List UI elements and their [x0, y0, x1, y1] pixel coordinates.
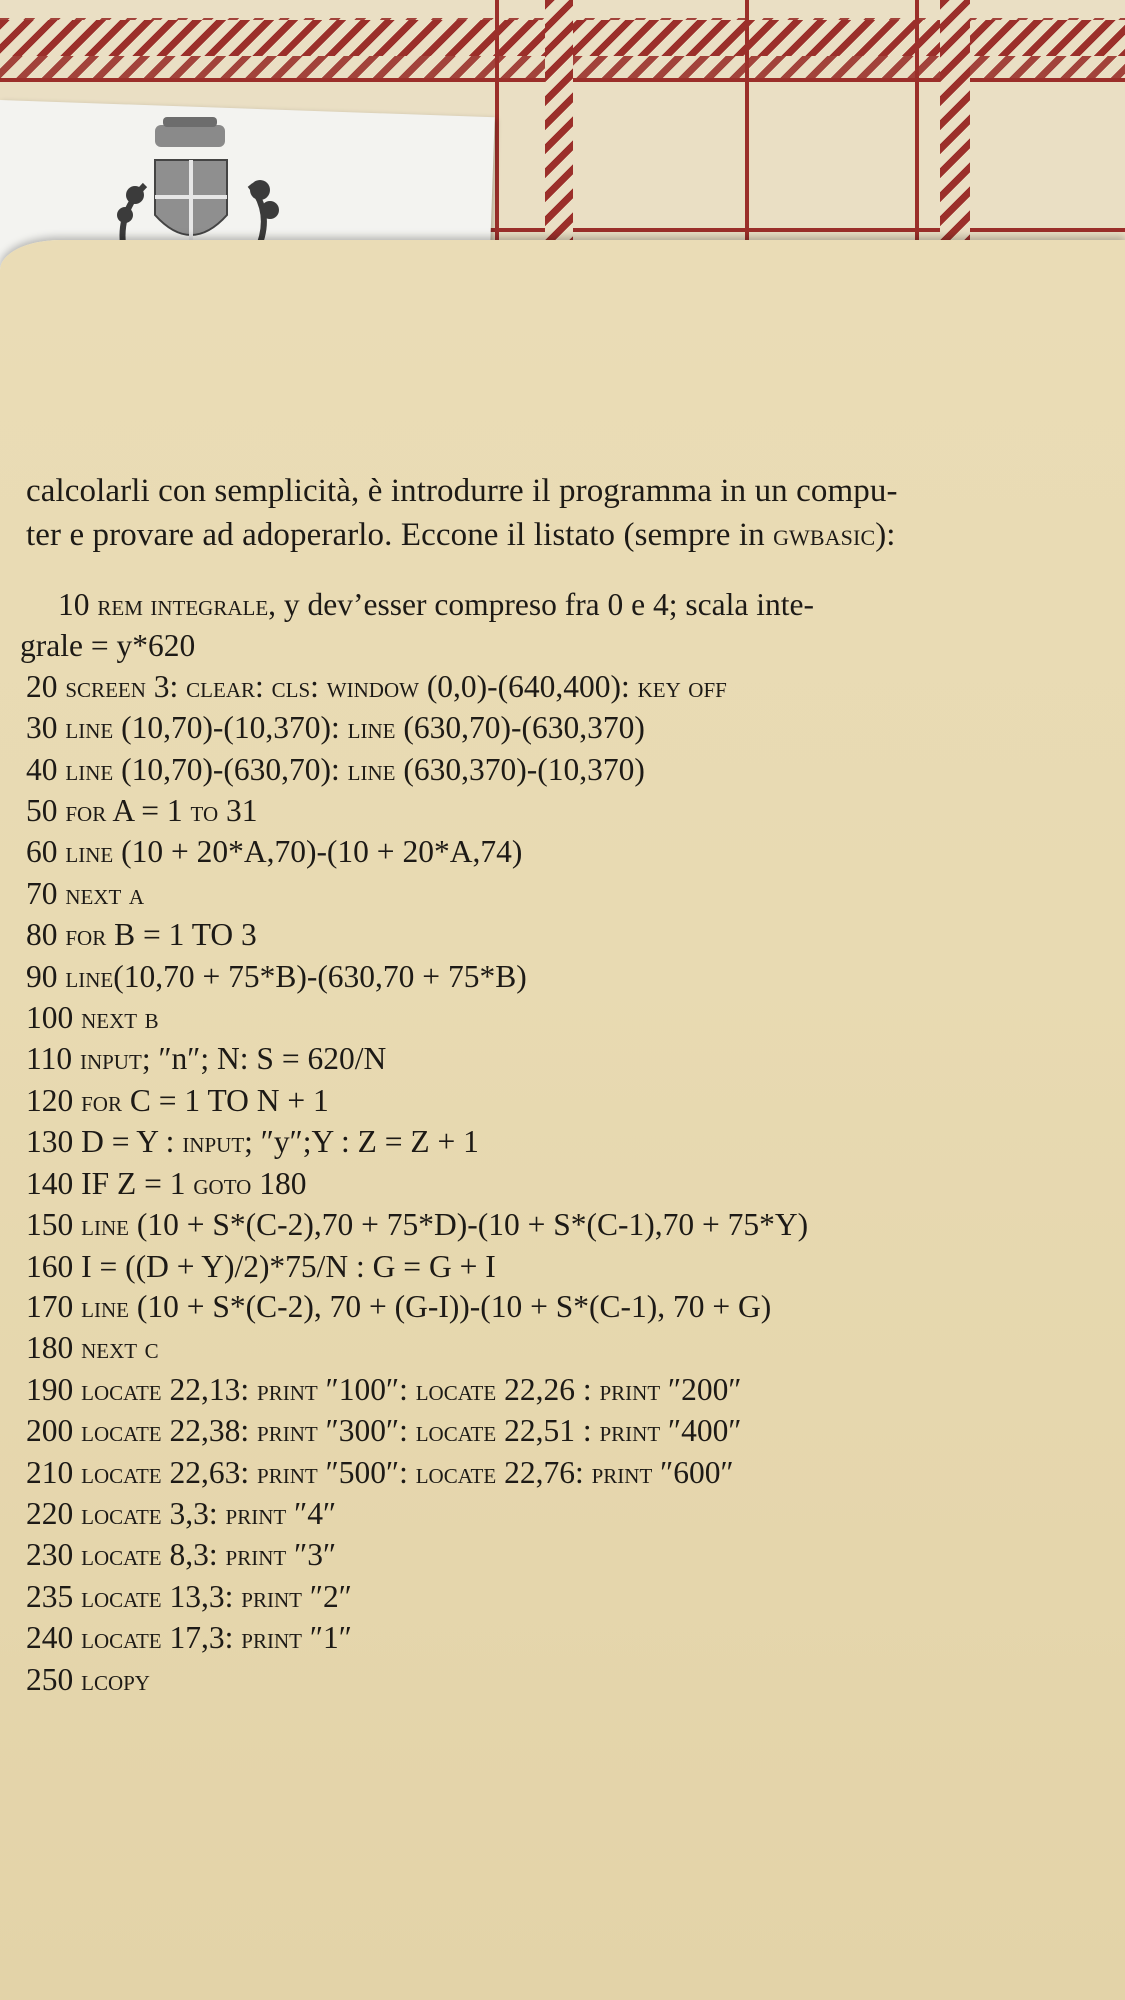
code-text: 200 [26, 1413, 82, 1449]
code-text: 40 [26, 751, 66, 787]
basic-keyword: print [241, 1580, 302, 1614]
code-text: 22,13: [161, 1371, 258, 1407]
basic-keyword: line [65, 712, 114, 746]
paragraph-punct: ): [875, 517, 896, 553]
code-text: 140 IF Z = 1 [26, 1165, 194, 1201]
code-text: 120 [26, 1082, 82, 1118]
code-text: ″2″ [301, 1578, 352, 1614]
code-text: ″600″ [652, 1454, 734, 1490]
basic-keyword: line [347, 712, 396, 746]
code-text: ″500″: [317, 1454, 416, 1490]
cloth-line [745, 0, 749, 260]
code-line [20, 957, 1090, 998]
basic-keyword: locate [415, 1373, 497, 1407]
basic-keyword: to [190, 795, 219, 829]
basic-keyword: print [591, 1456, 653, 1490]
basic-keyword: locate [415, 1415, 497, 1449]
code-text: 170 [26, 1288, 82, 1324]
code-line [20, 1122, 1090, 1163]
basic-keyword: print [257, 1456, 318, 1490]
code-text: 13,3: [161, 1578, 242, 1614]
code-text: ; ″n″; N: S = 620/N [141, 1041, 387, 1077]
code-text: grale = y*620 [20, 628, 196, 664]
code-text: 150 [26, 1207, 82, 1243]
basic-keyword: for [65, 795, 107, 829]
code-text: (10,70)-(10,370): [113, 710, 348, 746]
code-line [20, 791, 1090, 832]
code-text: 22,76: [496, 1454, 592, 1490]
code-text: 20 [26, 668, 66, 704]
code-text: (10,70 + 75*B)-(630,70 + 75*B) [113, 958, 527, 994]
code-line [20, 1205, 1090, 1246]
basic-keyword: print [225, 1497, 287, 1531]
code-text: 17,3: [161, 1620, 242, 1656]
code-text: 60 [26, 834, 66, 870]
basic-keyword: locate [81, 1373, 162, 1407]
basic-keyword: window [326, 670, 419, 704]
basic-keyword: locate [81, 1415, 162, 1449]
code-text: 22,38: [161, 1413, 258, 1449]
basic-keyword: print [257, 1373, 318, 1407]
code-text: 70 [26, 875, 66, 911]
basic-keyword: input [79, 1043, 142, 1077]
code-line [20, 874, 1090, 915]
code-text: A = 1 [106, 793, 191, 829]
basic-keyword: next a [65, 877, 145, 911]
basic-keyword: locate [81, 1580, 162, 1614]
basic-keyword: print [599, 1415, 661, 1449]
cloth-stripe-vertical [940, 0, 970, 260]
code-text: 180 [26, 1330, 82, 1366]
code-text: : [255, 668, 272, 704]
code-line [20, 750, 1090, 791]
code-text: 100 [26, 1000, 82, 1036]
code-text: 3,3: [161, 1495, 226, 1531]
basic-keyword: locate [81, 1539, 162, 1573]
basic-keyword: line [65, 960, 114, 994]
code-text: ″300″: [317, 1413, 416, 1449]
code-text: 180 [251, 1165, 307, 1201]
code-text: (10 + S*(C-2),70 + 75*D)-(10 + S*(C-1),70 + 75*Y) [128, 1207, 809, 1243]
cloth-line [915, 0, 919, 260]
code-line [20, 1411, 1090, 1452]
code-line [20, 1535, 1090, 1576]
basic-keyword: print [225, 1539, 287, 1573]
basic-keyword: clear [186, 670, 255, 704]
code-text: 3: [145, 668, 187, 704]
code-line [20, 708, 1090, 749]
cloth-stripe-vertical [545, 0, 573, 260]
code-text: 210 [26, 1454, 82, 1490]
code-text: C = 1 TO N + 1 [121, 1082, 329, 1118]
basic-keyword: line [81, 1209, 129, 1243]
intro-paragraph [26, 470, 1090, 557]
code-text: 220 [26, 1495, 82, 1531]
basic-keyword: locate [415, 1456, 497, 1490]
code-text: ″100″: [317, 1371, 416, 1407]
code-text: 90 [26, 958, 66, 994]
code-line [20, 1370, 1090, 1411]
code-line [20, 1164, 1090, 1205]
basic-keyword: line [65, 836, 114, 870]
basic-keyword: print [257, 1415, 318, 1449]
basic-keyword: key off [637, 670, 727, 704]
code-text: ″400″ [660, 1413, 742, 1449]
code-text: 230 [26, 1537, 82, 1573]
basic-keyword: next b [81, 1002, 159, 1036]
basic-keyword: line [81, 1290, 129, 1324]
code-text: (0,0)-(640,400): [418, 668, 638, 704]
basic-keyword: goto [193, 1167, 252, 1201]
code-text: 22,63: [161, 1454, 258, 1490]
basic-keyword: cls [271, 670, 311, 704]
code-text: 110 [26, 1041, 80, 1077]
code-line [20, 1660, 1090, 1701]
code-line [20, 1287, 1090, 1328]
code-line [20, 915, 1090, 956]
code-text: ″1″ [301, 1620, 352, 1656]
code-line [20, 1494, 1090, 1535]
code-line [20, 832, 1090, 873]
basic-keyword: for [65, 919, 107, 953]
code-text: : [310, 668, 327, 704]
code-text: 22,51 : [496, 1413, 600, 1449]
code-line [20, 1039, 1090, 1080]
code-text: 250 [26, 1661, 82, 1697]
code-text: (10 + S*(C-2), 70 + (G-I))-(10 + S*(C-1), 70 + G) [128, 1288, 772, 1324]
basic-keyword: for [81, 1084, 122, 1118]
code-text: , y dev’esser compreso fra 0 e 4; scala inte- [268, 587, 814, 622]
code-text: 190 [26, 1371, 82, 1407]
code-text: B = 1 TO 3 [106, 917, 257, 953]
code-text: ″3″ [286, 1537, 337, 1573]
basic-keyword: print [599, 1373, 661, 1407]
code-text: (10,70)-(630,70): [113, 751, 348, 787]
basic-keyword: lcopy [81, 1663, 150, 1697]
code-text: 8,3: [161, 1537, 226, 1573]
code-text: 31 [218, 793, 258, 829]
code-text: 80 [26, 917, 66, 953]
code-line [20, 1577, 1090, 1618]
code-text: 240 [26, 1620, 82, 1656]
basic-keyword: line [65, 753, 114, 787]
code-text: (630,370)-(10,370) [395, 751, 645, 787]
code-line [20, 1453, 1090, 1494]
language-keyword: gwbasic [773, 517, 876, 552]
basic-keyword: line [347, 753, 396, 787]
basic-keyword: input [182, 1126, 245, 1160]
code-line [20, 1081, 1090, 1122]
code-text: ″200″ [660, 1371, 742, 1407]
basic-keyword: print [241, 1622, 302, 1656]
code-text: 235 [26, 1578, 82, 1614]
code-listing [20, 585, 1090, 1701]
code-text: 160 I = ((D + Y)/2)*75/N : G = G + I [26, 1248, 496, 1284]
basic-keyword: locate [81, 1622, 162, 1656]
basic-keyword: next c [81, 1332, 159, 1366]
basic-keyword: screen [65, 670, 146, 704]
code-text: ″4″ [286, 1495, 337, 1531]
page-text [20, 470, 1090, 1701]
code-text: 30 [26, 710, 66, 746]
code-text: (630,70)-(630,370) [395, 710, 645, 746]
code-line [20, 585, 1090, 626]
code-line [20, 998, 1090, 1039]
code-line [20, 1247, 1090, 1287]
code-line [20, 626, 1090, 666]
code-text: (10 + 20*A,70)-(10 + 20*A,74) [113, 834, 523, 870]
code-line [20, 1328, 1090, 1369]
code-line [20, 667, 1090, 708]
basic-keyword: rem integrale [97, 589, 269, 622]
code-text: ; ″y″;Y : Z = Z + 1 [244, 1124, 479, 1160]
code-text: 50 [26, 793, 66, 829]
code-text: 22,26 : [496, 1371, 600, 1407]
basic-keyword: locate [81, 1456, 162, 1490]
basic-keyword: locate [81, 1497, 162, 1531]
code-text: 10 [58, 587, 98, 622]
paragraph-line: calcolarli con semplicità, è introdurre il programma in un compu- [26, 473, 898, 509]
paragraph-line: ter e provare ad adoperarlo. Eccone il listato (sempre in [26, 517, 774, 553]
cloth-line [495, 0, 499, 260]
code-text: 130 D = Y : [26, 1124, 183, 1160]
code-line [20, 1618, 1090, 1659]
